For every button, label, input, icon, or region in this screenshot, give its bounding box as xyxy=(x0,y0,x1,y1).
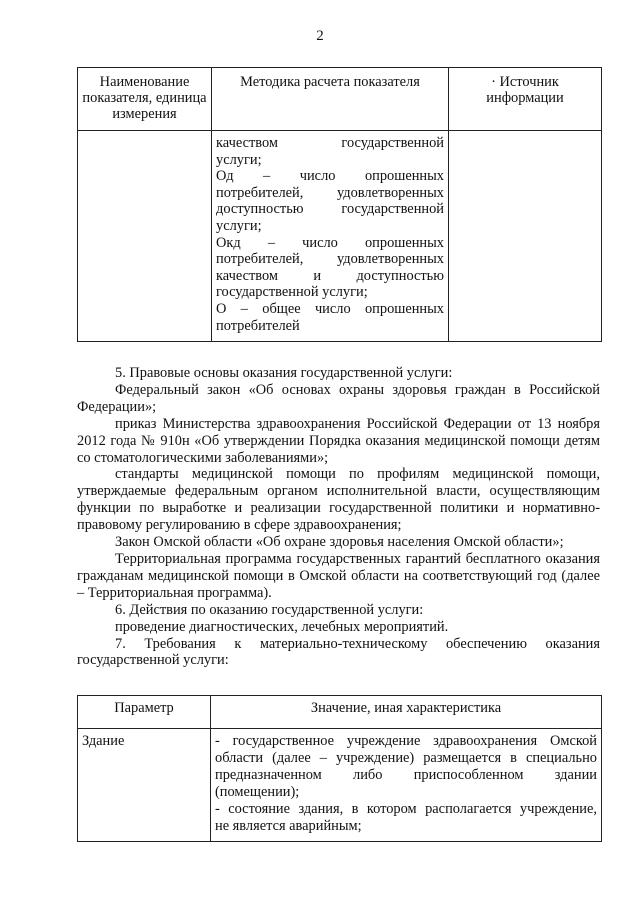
requirements-table-header-row xyxy=(78,696,602,729)
information-source-cell xyxy=(449,131,602,342)
header-parameter: Параметр xyxy=(78,696,211,729)
value-line: предназначенном либо приспособленном здании xyxy=(215,767,597,783)
method-line: качеством и доступностью xyxy=(216,267,444,284)
method-line: доступностью государственной xyxy=(216,201,444,218)
legal-basis-section xyxy=(77,365,600,669)
legal-basis-item: стандарты медицинской помощи по профилям медицинской помощи, утверждаемые федеральным органом исполнительной власти, осуществляющим функции по выработке и реализации государственной политики и нормативно-правовому регулированию в сфере здравоохранения; xyxy=(77,466,600,534)
method-line: услуги; xyxy=(216,151,262,168)
indicator-name-cell xyxy=(78,131,212,342)
header-calculation-method: Методика расчета показателя xyxy=(212,68,449,131)
section5-heading: 5. Правовые основы оказания государственной услуги: xyxy=(115,365,453,381)
method-line: потребителей xyxy=(216,317,300,334)
legal-basis-item: Закон Омской области «Об охране здоровья населения Омской области»; xyxy=(115,534,564,551)
indicator-table-row xyxy=(78,131,602,342)
legal-basis-item: Федеральный закон «Об основах охраны здоровья граждан в Российской Федерации»; xyxy=(77,381,600,415)
indicator-table xyxy=(77,67,602,342)
method-line: потребителей, удовлетворенных xyxy=(216,251,444,268)
value-line: (помещении); xyxy=(215,784,300,800)
requirements-table xyxy=(77,695,602,842)
method-line: качеством государственной xyxy=(216,135,444,151)
value-line: - государственное учреждение здравоохранения Омской xyxy=(215,733,597,749)
header-indicator-name: Наименование показателя, единица измерения xyxy=(78,68,212,131)
indicator-table-header-row xyxy=(78,68,602,131)
section6-heading: 6. Действия по оказанию государственной услуги: xyxy=(115,601,424,618)
header-information-source: · Источник информации xyxy=(449,68,602,131)
section7-heading: 7. Требования к материально-техническому обеспечению оказания государственной услуги: xyxy=(77,635,600,669)
value-line: области (далее – учреждение) размещается в специально xyxy=(215,750,597,766)
parameter-cell: Здание xyxy=(78,729,211,842)
legal-basis-item: Территориальная программа государственных гарантий бесплатного оказания гражданам медицинской помощи в Омской области на соответствующий год (далее – Территориальная программа). xyxy=(77,550,600,601)
page-number: 2 xyxy=(316,28,324,44)
requirements-table-row xyxy=(78,729,602,842)
method-line: Окд – число опрошенных xyxy=(216,234,444,251)
method-line: О – общее число опрошенных xyxy=(216,300,444,317)
value-cell xyxy=(211,729,602,842)
method-line: государственной услуги; xyxy=(216,284,368,301)
value-line: не является аварийным; xyxy=(215,818,362,834)
calculation-method-cell xyxy=(212,131,449,342)
method-line: потребителей, удовлетворенных xyxy=(216,184,444,201)
value-line: - состояние здания, в котором располагается учреждение, xyxy=(215,801,597,817)
legal-basis-item: приказ Министерства здравоохранения Российской Федерации от 13 ноября 2012 года № 910н «Об утверждении Порядка оказания медицинской помощи детям со стоматологическими заболеваниями»; xyxy=(77,415,600,466)
header-value: Значение, иная характеристика xyxy=(211,696,602,729)
service-action-item: проведение диагностических, лечебных мероприятий. xyxy=(115,618,449,635)
method-line: Од – число опрошенных xyxy=(216,168,444,185)
method-line: услуги; xyxy=(216,217,262,234)
